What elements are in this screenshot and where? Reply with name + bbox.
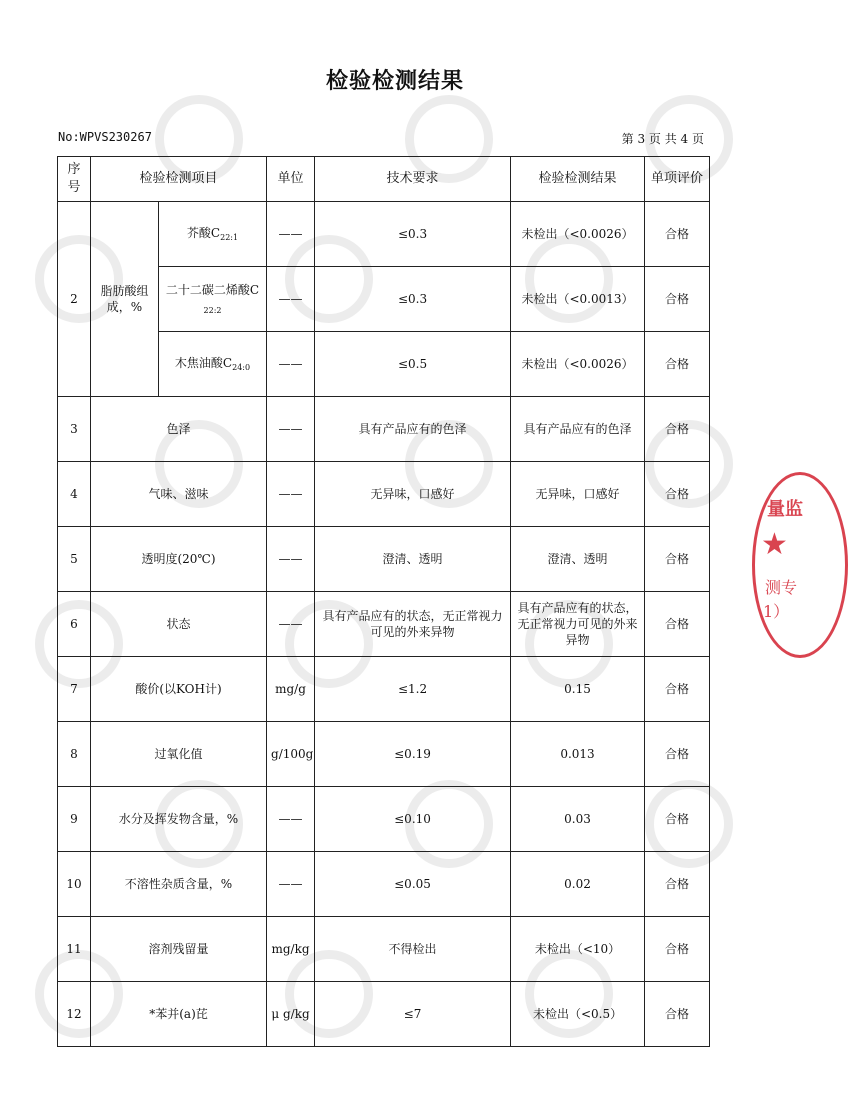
table-row: [58, 462, 710, 527]
cell-requirement: ≤0.3: [315, 202, 511, 267]
cell-subitem: [159, 202, 267, 267]
table-row: [58, 982, 710, 1047]
cell-evaluation: 合格: [645, 787, 710, 852]
cell-subitem: [159, 332, 267, 397]
cell-requirement: ≤0.3: [315, 267, 511, 332]
cell-evaluation: 合格: [645, 982, 710, 1047]
cell-no: 7: [58, 657, 91, 722]
cell-evaluation: 合格: [645, 722, 710, 787]
header-item: 检验检测项目: [91, 157, 267, 202]
cell-item: *苯并(a)芘: [91, 982, 267, 1047]
cell-requirement: 澄清、透明: [315, 527, 511, 592]
cell-evaluation: 合格: [645, 527, 710, 592]
cell-unit: ——: [267, 592, 315, 657]
cell-item: 不溶性杂质含量，%: [91, 852, 267, 917]
cell-evaluation: 合格: [645, 657, 710, 722]
stamp-text-middle: 测专: [765, 578, 798, 597]
cell-requirement: ≤0.19: [315, 722, 511, 787]
table-row: [58, 852, 710, 917]
document-number: No:WPVS230267: [58, 130, 152, 144]
header-evaluation: 单项评价: [645, 157, 710, 202]
header-no: 序号: [58, 157, 91, 202]
table-row: [58, 202, 710, 267]
cell-group-name: 脂肪酸组成，%: [91, 202, 159, 397]
cell-no: 8: [58, 722, 91, 787]
subitem-subscript: 22:2: [203, 305, 222, 315]
cell-subitem: [159, 267, 267, 332]
cell-unit: ——: [267, 787, 315, 852]
cell-no: 3: [58, 397, 91, 462]
cell-requirement: ≤0.5: [315, 332, 511, 397]
cell-requirement: 无异味，口感好: [315, 462, 511, 527]
cell-no: 6: [58, 592, 91, 657]
cell-requirement: 具有产品应有的色泽: [315, 397, 511, 462]
official-seal-stamp: [752, 472, 848, 658]
cell-unit: ——: [267, 852, 315, 917]
page-indicator: 第 3 页 共 4 页: [621, 132, 704, 146]
cell-no: 4: [58, 462, 91, 527]
cell-item: 气味、滋味: [91, 462, 267, 527]
table-row: [58, 527, 710, 592]
cell-result: 0.013: [511, 722, 645, 787]
cell-item: 水分及挥发物含量，%: [91, 787, 267, 852]
cell-result: 未检出（<0.0026）: [511, 332, 645, 397]
cell-requirement: ≤0.05: [315, 852, 511, 917]
cell-item: 透明度(20℃): [91, 527, 267, 592]
cell-unit: ——: [267, 267, 315, 332]
cell-evaluation: 合格: [645, 917, 710, 982]
cell-requirement: ≤7: [315, 982, 511, 1047]
cell-item: 酸价(以KOH计): [91, 657, 267, 722]
cell-unit: ——: [267, 462, 315, 527]
cell-evaluation: 合格: [645, 202, 710, 267]
stamp-text-top: 量监: [767, 499, 803, 520]
cell-item: 过氧化值: [91, 722, 267, 787]
cell-result: 具有产品应有的色泽: [511, 397, 645, 462]
header-result: 检验检测结果: [511, 157, 645, 202]
cell-result: 0.02: [511, 852, 645, 917]
results-table: [57, 156, 710, 1047]
cell-item: 色泽: [91, 397, 267, 462]
cell-result: 具有产品应有的状态，无正常视力可见的外来异物: [511, 592, 645, 657]
report-title: 检验检测结果: [325, 68, 464, 94]
cell-unit: ——: [267, 397, 315, 462]
table-row: [58, 722, 710, 787]
cell-result: 未检出（<10）: [511, 917, 645, 982]
cell-no: 10: [58, 852, 91, 917]
cell-evaluation: 合格: [645, 397, 710, 462]
subitem-subscript: 22:1: [220, 232, 239, 242]
cell-unit: ——: [267, 332, 315, 397]
table-row: [58, 657, 710, 722]
cell-unit: mg/kg: [267, 917, 315, 982]
cell-no: 12: [58, 982, 91, 1047]
cell-result: 澄清、透明: [511, 527, 645, 592]
cell-result: 0.03: [511, 787, 645, 852]
cell-evaluation: 合格: [645, 267, 710, 332]
table-row: [58, 397, 710, 462]
subitem-name: 木焦油酸C: [174, 355, 233, 370]
table-row: [58, 592, 710, 657]
stamp-text-bottom: 1）: [763, 602, 790, 621]
subitem-name: 芥酸C: [186, 225, 221, 240]
cell-unit: ——: [267, 527, 315, 592]
cell-unit: mg/g: [267, 657, 315, 722]
table-header-row: [58, 157, 710, 202]
cell-evaluation: 合格: [645, 852, 710, 917]
cell-no: 11: [58, 917, 91, 982]
cell-no: 5: [58, 527, 91, 592]
cell-item: 溶剂残留量: [91, 917, 267, 982]
cell-unit: ——: [267, 202, 315, 267]
cell-evaluation: 合格: [645, 592, 710, 657]
cell-result: 未检出（<0.0013）: [511, 267, 645, 332]
table-row: [58, 787, 710, 852]
cell-result: 未检出（<0.5）: [511, 982, 645, 1047]
cell-item: 状态: [91, 592, 267, 657]
cell-requirement: 具有产品应有的状态，无正常视力可见的外来异物: [315, 592, 511, 657]
subitem-subscript: 24:0: [232, 362, 251, 372]
cell-evaluation: 合格: [645, 462, 710, 527]
cell-requirement: ≤1.2: [315, 657, 511, 722]
cell-unit: μ g/kg: [267, 982, 315, 1047]
cell-requirement: ≤0.10: [315, 787, 511, 852]
cell-no: 2: [58, 202, 91, 397]
cell-no: 9: [58, 787, 91, 852]
subitem-name: 二十二碳二烯酸C: [165, 282, 260, 297]
header-requirement: 技术要求: [315, 157, 511, 202]
cell-unit: g/100g: [267, 722, 315, 787]
cell-evaluation: 合格: [645, 332, 710, 397]
header-unit: 单位: [267, 157, 315, 202]
star-icon: ★: [761, 527, 788, 562]
cell-result: 无异味，口感好: [511, 462, 645, 527]
cell-requirement: 不得检出: [315, 917, 511, 982]
cell-result: 未检出（<0.0026）: [511, 202, 645, 267]
cell-result: 0.15: [511, 657, 645, 722]
table-row: [58, 917, 710, 982]
